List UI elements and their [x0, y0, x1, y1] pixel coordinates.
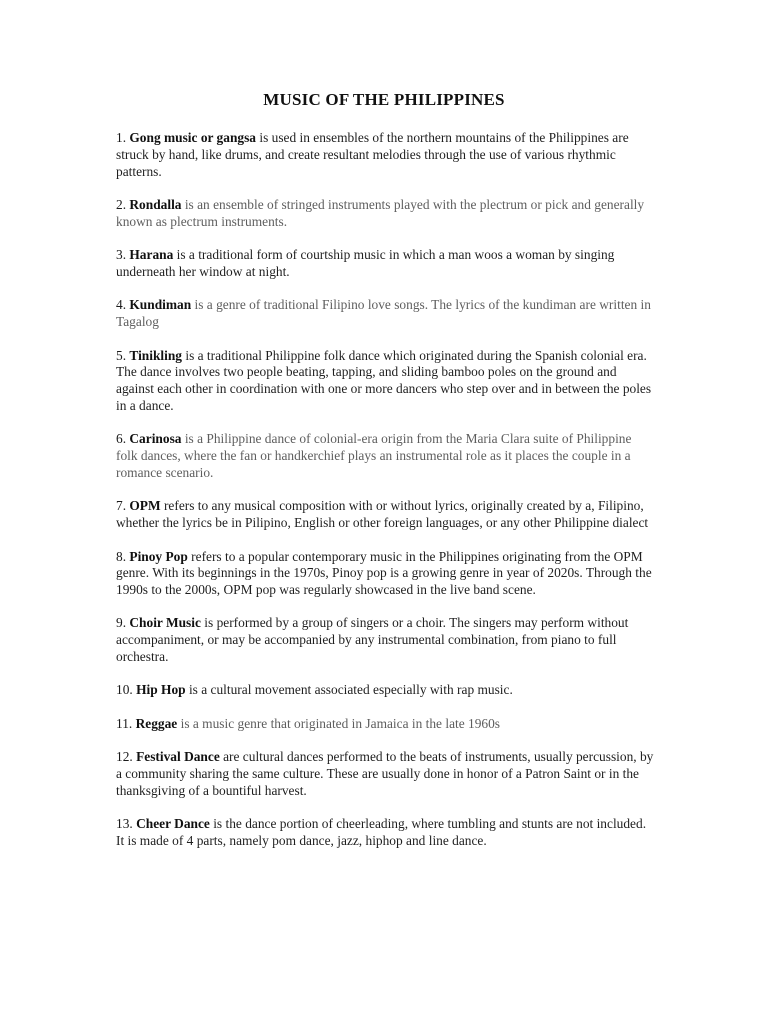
- entry-number: 9.: [116, 615, 130, 631]
- entry-number: 1.: [116, 130, 130, 145]
- entry-number: 11.: [116, 715, 136, 731]
- list-item: [116, 297, 656, 331]
- entry-list: [116, 130, 656, 866]
- entry-term: Reggae: [135, 715, 178, 731]
- entry-definition: is a genre of traditional Filipino love songs. The lyrics of the kundiman are written in Tagalog: [116, 297, 651, 330]
- entry-term: Tinikling: [129, 347, 182, 363]
- entry-definition: is a traditional Philippine folk dance which originated during the Spanish colonial era. The dance involves two people beating, tapping, and sliding bamboo poles on the ground and against each other in coordination with one or more dancers who step over and in between the poles in a dance.: [116, 347, 652, 413]
- list-item: [116, 749, 656, 799]
- entry-number: 8.: [116, 548, 130, 564]
- entry-term: Rondalla: [129, 196, 182, 212]
- entry-definition: refers to a popular contemporary music in the Philippines originating from the OPM genre. With its beginnings in the 1970s, Pinoy pop is a growing genre in year of 2020s. Through the 1990s to the 2000s, OPM pop was regularly showcased in the live band scene.: [116, 548, 652, 598]
- list-item: [116, 431, 656, 481]
- entry-term: OPM: [129, 498, 161, 514]
- page-title: MUSIC OF THE PHILIPPINES: [263, 90, 505, 109]
- entry-definition: is a music genre that originated in Jamaica in the late 1960s: [177, 715, 501, 731]
- entry-definition: are cultural dances performed to the beats of instruments, usually percussion, by a community sharing the same culture. These are usually done in honor of a Patron Saint or in the thanksgiving of a bountiful harvest.: [116, 749, 654, 798]
- entry-definition: is performed by a group of singers or a choir. The singers may perform without accompaniment, or may be accompanied by any instrumental combination, from piano to full orchestra.: [116, 615, 629, 665]
- entry-term: Carinosa: [129, 431, 182, 447]
- entry-number: 13.: [116, 816, 137, 832]
- entry-term: Gong music or gangsa: [129, 130, 256, 145]
- list-item: [116, 682, 656, 699]
- entry-number: 6.: [116, 431, 130, 447]
- list-item: [116, 549, 656, 599]
- list-item: [116, 615, 656, 665]
- entry-term: Festival Dance: [136, 749, 220, 765]
- entry-definition: is a cultural movement associated especially with rap music.: [185, 682, 513, 698]
- entry-definition: is a traditional form of courtship music in which a man woos a woman by singing underneath her window at night.: [116, 247, 615, 279]
- entry-number: 5.: [116, 347, 130, 363]
- entry-number: 2.: [116, 196, 130, 212]
- entry-number: 3.: [116, 247, 130, 263]
- list-item: [116, 247, 656, 281]
- entry-definition: is the dance portion of cheerleading, where tumbling and stunts are not included. It is made of 4 parts, namely pom dance, jazz, hiphop and line dance.: [116, 816, 647, 849]
- entry-number: 12.: [116, 749, 137, 765]
- entry-term: Cheer Dance: [136, 816, 210, 832]
- entry-term: Pinoy Pop: [129, 548, 188, 564]
- entry-term: Hip Hop: [136, 682, 186, 698]
- list-item: [116, 716, 656, 733]
- entry-number: 7.: [116, 498, 130, 514]
- entry-definition: is a Philippine dance of colonial-era origin from the Maria Clara suite of Philippine folk dances, where the fan or handkerchief plays an instrumental role as it places the couple in a romance scenario.: [116, 431, 632, 480]
- entry-term: Choir Music: [129, 615, 201, 631]
- list-item: [116, 348, 656, 415]
- list-item: [116, 197, 656, 231]
- entry-term: Kundiman: [129, 297, 192, 313]
- entry-term: Harana: [129, 247, 174, 263]
- list-item: [116, 498, 656, 532]
- entry-definition: is an ensemble of stringed instruments played with the plectrum or pick and generally known as plectrum instruments.: [116, 196, 645, 229]
- list-item: [116, 130, 656, 180]
- entry-number: 4.: [116, 297, 130, 313]
- entry-number: 10.: [116, 682, 137, 698]
- entry-definition: refers to any musical composition with or without lyrics, originally created by a, Filipino, whether the lyrics be in Pilipino, English or other foreign languages, or any other Philippine dialect: [116, 498, 649, 531]
- list-item: [116, 816, 656, 850]
- entry-definition: is used in ensembles of the northern mountains of the Philippines are struck by hand, like drums, and create resultant melodies through the use of various rhythmic patterns.: [116, 130, 629, 179]
